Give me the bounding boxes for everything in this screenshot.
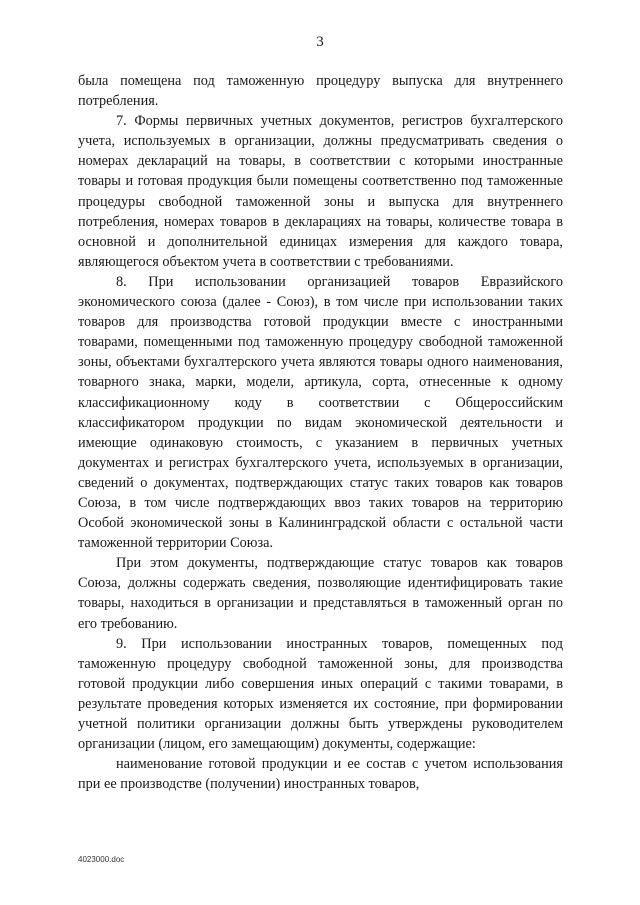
paragraph-item-7: 7. Формы первичных учетных документов, регистров бухгалтерского учета, используемых в организации, должны предусматривать сведения о номерах деклараций на товары, в соответствии с которыми иностранные товары и готовая продукция были помещены соответственно под таможенные процедуры свободной таможенной зоны и выпуска для внутреннего потребления, номерах товаров в декларациях на товары, количестве товара в основной и дополнительной единицах измерения для каждого товара, являющегося объектом учета в соответствии с требованиями. — [78, 113, 563, 270]
paragraph-continuation: была помещена под таможенную процедуру выпуска для внутреннего потребления. — [78, 73, 563, 110]
paragraph-item-8: 8. При использовании организацией товаров Евразийского экономического союза (далее - Союз), в том числе при использовании таких товаров для производства готовой продукции вместе с иностранными товарами, помещенными под таможенную процедуру свободной таможенной зоны, объектами бухгалтерского учета являются товары одного наименования, товарного знака, марки, модели, артикула, сорта, отнесенные к одному классификационному коду в соответствии с Общероссийским классификатором продукции по видам экономической деятельности и имеющие одинаковую стоимость, с указанием в первичных учетных документах и регистрах бухгалтерского учета, используемых в организации, сведений о документах, подтверждающих статус таких товаров как товаров Союза, в том числе подтверждающих ввоз таких товаров на территорию Особой экономической зоны в Калининградской области с остальной части таможенной территории Союза. — [78, 273, 563, 552]
paragraph-item-9-list-entry: наименование готовой продукции и ее состав с учетом использования при ее производстве (получении) иностранных товаров, — [78, 756, 563, 793]
paragraph-item-8-note: При этом документы, подтверждающие статус товаров как товаров Союза, должны содержать сведения, позволяющие идентифицировать такие товары, находиться в организации и представляться в таможенный орган по его требованию. — [78, 555, 563, 632]
page-number: 3 — [316, 34, 324, 50]
paragraph-item-9: 9. При использовании иностранных товаров, помещенных под таможенную процедуру свободной таможенной зоны, для производства готовой продукции либо совершения иных операций с такими товарами, в результате проведения которых изменяется их состояние, при формировании учетной политики организации должны быть утверждены руководителем организации (лицом, его замещающим) документы, содержащие: — [78, 635, 563, 753]
file-name-footer: 4023000.doc — [78, 855, 125, 864]
document-body — [78, 71, 563, 794]
